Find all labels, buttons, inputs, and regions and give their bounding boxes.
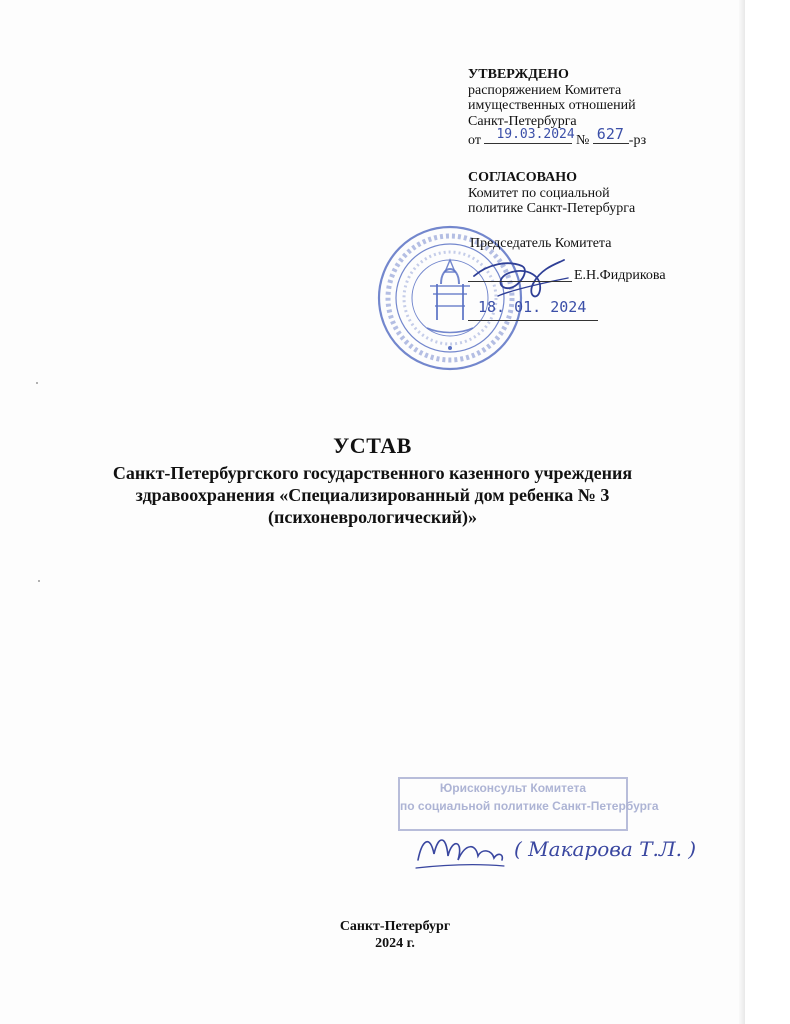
approval-from-label: от	[468, 133, 481, 148]
approval-number-label: №	[575, 133, 590, 148]
document-title: УСТАВ	[333, 433, 412, 458]
agreement-date-handwritten: 18. 01. 2024	[478, 298, 587, 316]
stamp-line-1: Юрисконсульт Комитета	[439, 781, 587, 795]
scan-speck	[38, 580, 40, 582]
agreement-date-line	[468, 320, 598, 321]
approval-number-suffix: -рз	[628, 133, 647, 148]
approval-line-3: Санкт-Петербурга	[468, 113, 577, 129]
agreement-heading: СОГЛАСОВАНО	[468, 170, 577, 185]
agreement-line-1: Комитет по социальной	[468, 185, 610, 201]
chair-signer-name: Е.Н.Фидрикова	[574, 268, 666, 283]
footer-year: 2024 г.	[375, 936, 415, 951]
stamp-line-2: по социальной политике Санкт-Петербурга	[400, 799, 659, 813]
agreement-line-2: политике Санкт-Петербурга	[468, 201, 636, 216]
document-subtitle	[0, 462, 745, 528]
approval-line-2: имущественных отношений	[468, 98, 636, 113]
approval-heading: УТВЕРЖДЕНО	[468, 67, 569, 82]
subtitle-line-1: Санкт-Петербургского государственного казенного учреждения	[112, 463, 633, 483]
chair-signature-line	[468, 281, 572, 282]
approval-line-1: распоряжением Комитета	[468, 82, 622, 98]
scan-speck	[36, 382, 38, 384]
footer-city: Санкт-Петербург	[339, 919, 451, 934]
agreement-block	[468, 170, 635, 217]
approval-number-field	[593, 124, 629, 144]
chair-label: Председатель Комитета	[470, 236, 612, 251]
subtitle-line-2: здравоохранения «Специализированный дом ребенка № 3	[135, 485, 610, 505]
approval-date-row	[468, 124, 647, 149]
approval-number-handwritten: 627	[596, 124, 624, 143]
approval-block	[468, 67, 646, 149]
approval-date-handwritten: 19.03.2024	[496, 126, 575, 142]
legal-counsel-signature-icon	[412, 820, 697, 880]
subtitle-line-3: (психоневрологический)»	[268, 507, 477, 527]
legal-counsel-handwritten-name: ( Макарова Т.Л. )	[514, 837, 697, 861]
approval-date-field	[484, 126, 575, 144]
